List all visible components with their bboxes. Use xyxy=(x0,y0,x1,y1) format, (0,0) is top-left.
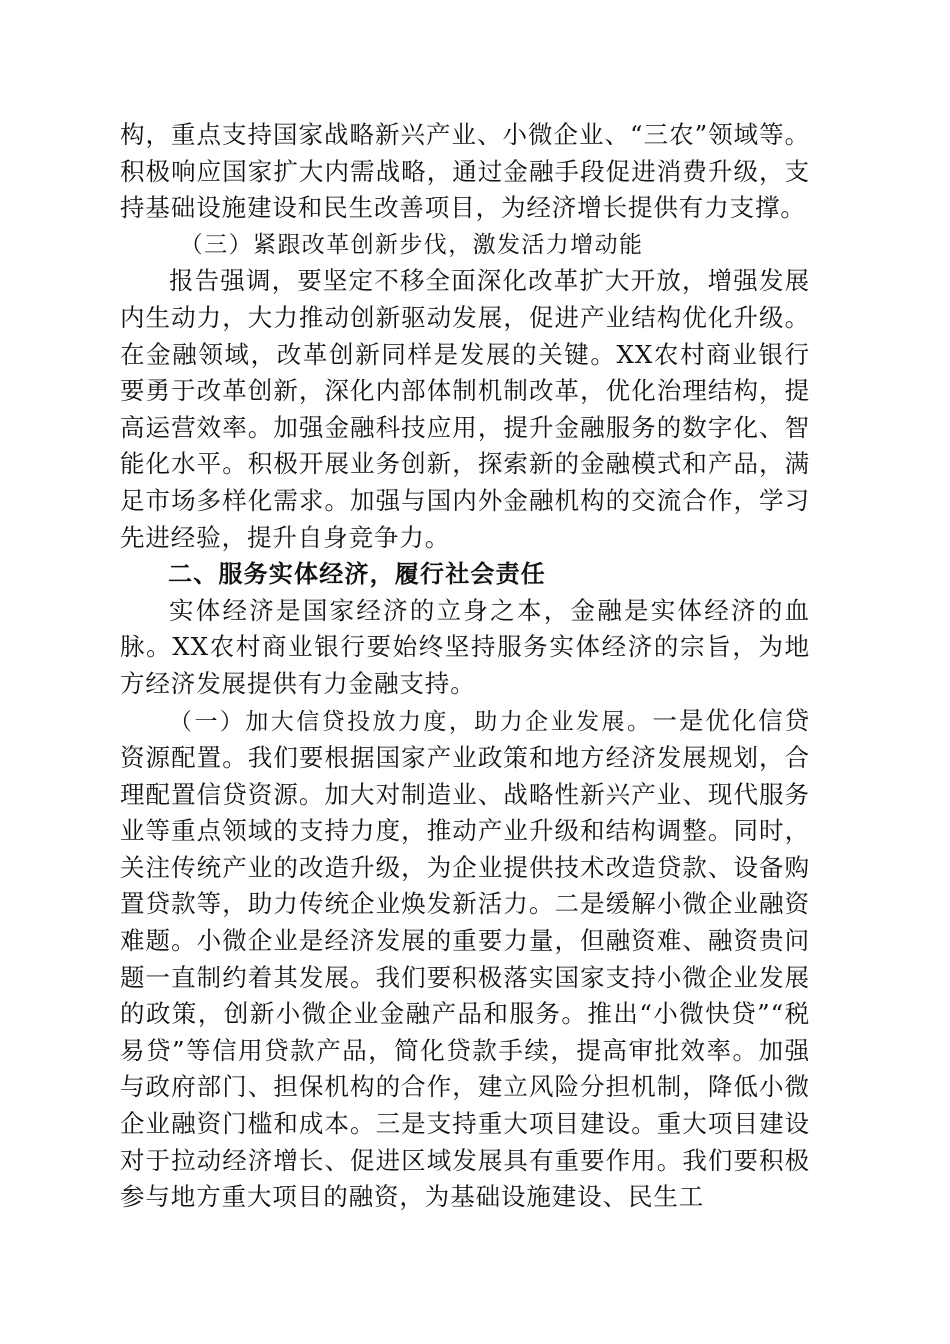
paragraph-credit-block xyxy=(120,703,810,1216)
subsection-3-title: （三）紧跟改革创新步伐，激发活力增动能 xyxy=(179,231,644,258)
paragraph-reform: 报告强调，要坚定不移全面深化改革扩大开放，增强发展内生动力，大力推动创新驱动发展，促进产业结构优化升级。在金融领域，改革创新同样是发展的关键。XX农村商业银行要勇于改革创新，深化内部体制机制改革，优化治理结构，提高运营效率。加强金融科技应用，提升金融服务的数字化、智能化水平。积极开展业务创新，探索新的金融模式和产品，满足市场多样化需求。加强与国内外金融机构的交流合作，学习先进经验，提升自身竞争力。 xyxy=(120,266,810,552)
document-body xyxy=(120,117,810,1216)
section-2-title: 二、服务实体经济，履行社会责任 xyxy=(168,560,546,589)
paragraph-real-economy: 实体经济是国家经济的立身之本，金融是实体经济的血脉。XX农村商业银行要始终坚持服务实体经济的宗旨，为地方经济发展提供有力金融支持。 xyxy=(120,595,810,698)
paragraph-credit: 一是优化信贷资源配置。我们要根据国家产业政策和地方经济发展规划，合理配置信贷资源。加大对制造业、战略性新兴产业、现代服务业等重点领域的支持力度，推动产业升级和结构调整。同时，关注传统产业的改造升级，为企业提供技术改造贷款、设备购置贷款等，助力传统企业焕发新活力。二是缓解小微企业融资难题。小微企业是经济发展的重要力量，但融资难、融资贵问题一直制约着其发展。我们要积极落实国家支持小微企业发展的政策，创新小微企业金融产品和服务。推出“小微快贷”“税易贷”等信用贷款产品，简化贷款手续，提高审批效率。加强与政府部门、担保机构的合作，建立风险分担机制，降低小微企业融资门槛和成本。三是支持重大项目建设。重大项目建设对于拉动经济增长、促进区域发展具有重要作用。我们要积极参与地方重大项目的融资，为基础设施建设、民生工 xyxy=(120,705,810,1212)
subsection-1-title: （一）加大信贷投放力度，助力企业发展。 xyxy=(169,708,653,735)
paragraph-continuation: 构，重点支持国家战略新兴产业、小微企业、“三农”领域等。积极响应国家扩大内需战略，通过金融手段促进消费升级，支持基础设施建设和民生改善项目，为经济增长提供有力支撑。 xyxy=(120,120,810,223)
